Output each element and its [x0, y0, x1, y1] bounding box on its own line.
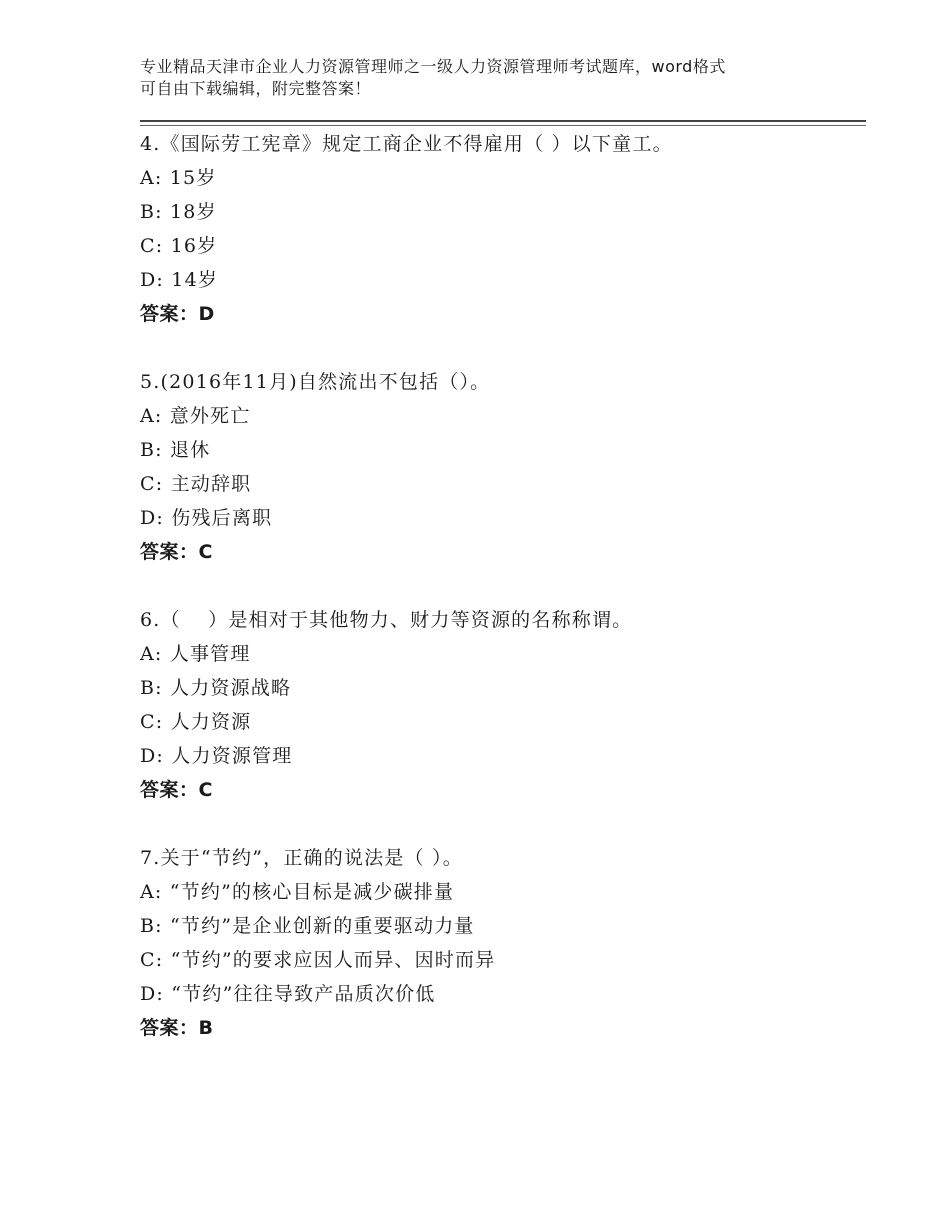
header-line-1: 专业精品天津市企业人力资源管理师之一级人力资源管理师考试题库，word格式 [140, 57, 726, 76]
answer-label: 答案：B [140, 1017, 214, 1039]
option-b: B: “节约”是企业创新的重要驱动力量 [140, 915, 475, 937]
header-line-2: 可自由下载编辑，附完整答案！ [140, 79, 372, 98]
option-b: B: 18岁 [140, 201, 217, 223]
question-6 [140, 603, 880, 807]
option-c: C: 主动辞职 [140, 473, 252, 495]
option-d: D: 伤残后离职 [140, 507, 273, 529]
option-d: D: “节约”往往导致产品质次价低 [140, 983, 436, 1005]
answer-label: 答案：C [140, 779, 213, 801]
option-a: A: “节约”的核心目标是减少碳排量 [140, 881, 455, 903]
document-header [140, 56, 840, 100]
header-rule-thin [140, 125, 866, 126]
option-d: D: 人力资源管理 [140, 745, 293, 767]
option-d: D: 14岁 [140, 269, 219, 291]
option-a: A: 15岁 [140, 167, 217, 189]
option-b: B: 退休 [140, 439, 211, 461]
question-list [140, 127, 880, 1079]
question-stem: 5.(2016年11月)自然流出不包括（）。 [140, 371, 491, 393]
option-a: A: 意外死亡 [140, 405, 251, 427]
option-a: A: 人事管理 [140, 643, 251, 665]
question-7 [140, 841, 880, 1045]
question-stem: 7.关于“节约”，正确的说法是（ ）。 [140, 847, 463, 869]
question-stem: 4.《国际劳工宪章》规定工商企业不得雇用（ ）以下童工。 [140, 133, 673, 155]
answer-label: 答案：D [140, 303, 215, 325]
question-5 [140, 365, 880, 569]
option-c: C: 人力资源 [140, 711, 252, 733]
header-rule-thick [140, 120, 866, 122]
option-c: C: “节约”的要求应因人而异、因时而异 [140, 949, 496, 971]
question-stem: 6.（ ）是相对于其他物力、财力等资源的名称称谓。 [140, 609, 633, 631]
question-4 [140, 127, 880, 331]
option-c: C: 16岁 [140, 235, 218, 257]
answer-label: 答案：C [140, 541, 213, 563]
option-b: B: 人力资源战略 [140, 677, 292, 699]
